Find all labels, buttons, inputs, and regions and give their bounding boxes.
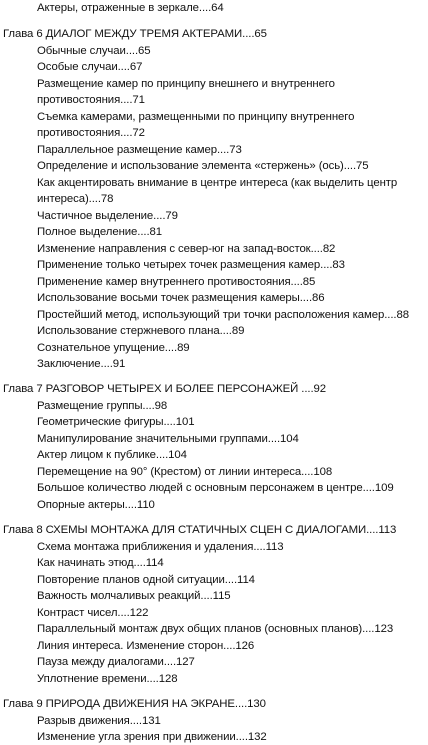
toc-entry: Актеры, отраженные в зеркале....64 [37,2,224,14]
toc-entry: Как начинать этюд....114 [37,557,164,569]
toc-entry: Заключение....91 [37,358,126,370]
toc-entry: Применение только четырех точек размещения камер....83 [37,259,345,271]
toc-entry: противостояния....71 [37,94,145,106]
toc-entry: Как акцентировать внимание в центре интереса (как выделить центр [37,177,398,189]
toc-entry: Полное выделение....81 [37,226,162,238]
toc-entry: Использование восьми точек размещения камеры....86 [37,292,325,304]
toc-entry: Опорные актеры....110 [37,499,155,511]
toc-entry: Определение и использование элемента «стержень» (ось)....75 [37,160,369,172]
toc-entry: Изменение направления с север-юг на запад-восток....82 [37,243,336,255]
toc-entry: Актер лицом к публике....104 [37,449,187,461]
toc-entry: Применение камер внутреннего противостояния....85 [37,276,316,288]
toc-entry: Линия интереса. Изменение сторон....126 [37,640,255,652]
toc-entry: Съемка камерами, размещенными по принципу внутреннего [37,111,355,123]
chapter-heading: Глава 6 ДИАЛОГ МЕЖДУ ТРЕМЯ АКТЕРАМИ....65 [3,28,267,40]
toc-entry: Пауза между диалогами....127 [37,656,195,668]
toc-entry: Повторение планов одной ситуации....114 [37,574,255,586]
chapter-heading: Глава 9 ПРИРОДА ДВИЖЕНИЯ НА ЭКРАНЕ....130 [3,698,266,710]
toc-entry: Параллельное размещение камер....73 [37,144,242,156]
toc-entry: противостояния....72 [37,127,145,139]
toc-entry: Схема монтажа приближения и удаления....113 [37,541,284,553]
toc-entry: Размещение камер по принципу внешнего и внутреннего [37,78,335,90]
chapter-heading: Глава 8 СХЕМЫ МОНТАЖА ДЛЯ СТАТИЧНЫХ СЦЕН С ДИАЛОГАМИ....113 [3,524,397,536]
toc-entry: Частичное выделение....79 [37,210,178,222]
toc-entry: Перемещение на 90° (Крестом) от линии интереса....108 [37,466,333,478]
toc-entry: Разрыв движения....131 [37,715,161,727]
toc-entry: Обычные случаи....65 [37,45,151,57]
toc-entry: Изменение угла зрения при движении....132 [37,731,267,743]
toc-entry: Размещение группы....98 [37,400,168,412]
chapter-heading: Глава 7 РАЗГОВОР ЧЕТЫРЕХ И БОЛЕЕ ПЕРСОНАЖЕЙ ....92 [3,383,327,395]
toc-entry: Манипулирование значительными группами....104 [37,433,299,445]
toc-entry: Уплотнение времени....128 [37,673,178,685]
toc-entry: Использование стержневого плана....89 [37,325,245,337]
toc-entry: Важность молчаливых реакций....115 [37,590,231,602]
toc-entry: Особые случаи....67 [37,61,143,73]
toc-entry: Большое количество людей с основным персонажем в центре....109 [37,482,394,494]
toc-entry: интереса)....78 [37,193,114,205]
toc-entry: Контраст чисел....122 [37,607,149,619]
toc-entry: Геометрические фигуры....101 [37,416,195,428]
toc-entry: Простейший метод, использующий три точки расположения камер....88 [37,309,409,321]
toc-entry: Параллельный монтаж двух общих планов (основных планов)....123 [37,623,394,635]
toc-entry: Сознательное упущение....89 [37,342,190,354]
